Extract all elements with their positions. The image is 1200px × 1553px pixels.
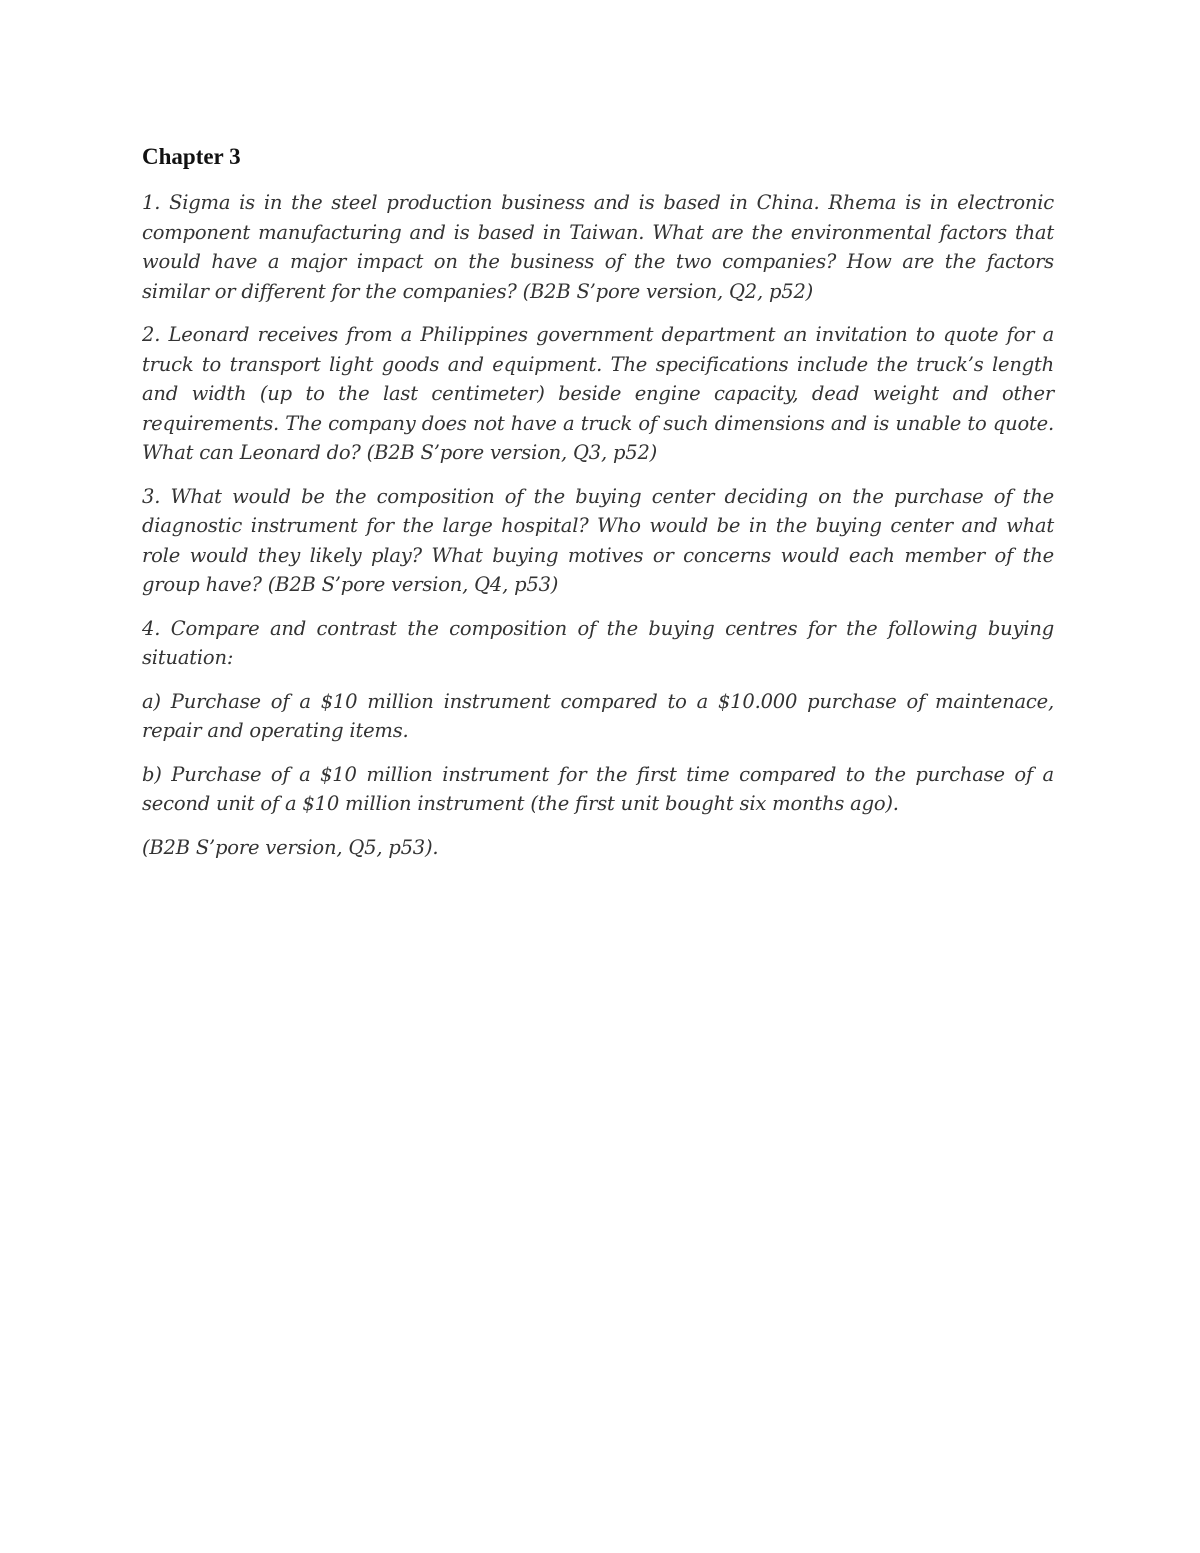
- question-2: 2. Leonard receives from a Philippines government department an invitation to quote for a truck to transport light goods and equipment. The specifications include the truck’s length and width (up to the last centimeter) beside engine capacity, dead weight and other requirements. The company does not have a truck of such dimensions and is unable to quote. What can Leonard do? (B2B S’pore version, Q3, p52): [142, 323, 1054, 464]
- chapter-title: Chapter 3: [142, 144, 241, 169]
- question-4-reference: (B2B S’pore version, Q5, p53).: [142, 835, 439, 859]
- question-4a: a) Purchase of a $10 million instrument compared to a $10.000 purchase of maintenace, repair and operating items.: [142, 689, 1054, 742]
- question-4b: b) Purchase of a $10 million instrument for the first time compared to the purchase of a second unit of a $10 million instrument (the first unit bought six months ago).: [142, 762, 1054, 815]
- document-content: [142, 142, 1054, 876]
- question-3: 3. What would be the composition of the buying center deciding on the purchase of the diagnostic instrument for the large hospital? Who would be in the buying center and what role would they likely play? What buying motives or concerns would each member of the group have? (B2B S’pore version, Q4, p53): [142, 484, 1054, 596]
- question-4: 4. Compare and contrast the composition of the buying centres for the following buying situation:: [142, 616, 1054, 669]
- question-1: 1. Sigma is in the steel production business and is based in China. Rhema is in electronic component manufacturing and is based in Taiwan. What are the environmental factors that would have a major impact on the business of the two companies? How are the factors similar or different for the companies? (B2B S’pore version, Q2, p52): [142, 191, 1054, 303]
